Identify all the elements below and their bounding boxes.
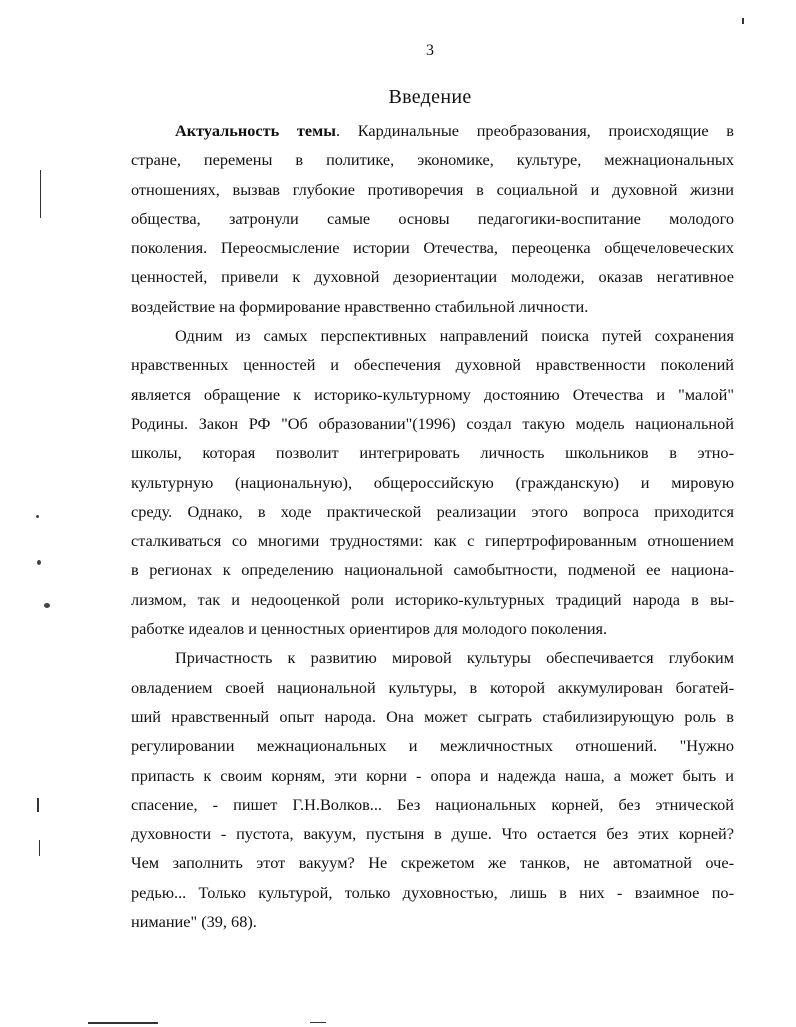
text-line: нравственных ценностей и обеспечения духовной нравственности поколений — [131, 355, 734, 375]
scan-artifact — [37, 798, 39, 812]
paragraph-2 — [131, 321, 734, 643]
text-line: Чем заполнить этот вакуум? Не скрежетом же танков, не автоматной оче- — [131, 853, 734, 873]
text-line: Причастность к развитию мировой культуры обеспечивается глубоким — [175, 648, 734, 668]
scan-artifact — [37, 560, 41, 565]
text-line: Одним из самых перспективных направлений поиска путей сохранения — [175, 326, 734, 346]
text-line: в регионах к определению национальной самобытности, подменой ее национа- — [131, 560, 734, 580]
text-line: общества, затронули самые основы педагогики-воспитание молодого — [131, 208, 734, 228]
text-line: отношениях, вызвав глубокие противоречия в социальной и духовной жизни — [131, 179, 734, 199]
text-line: работке идеалов и ценностных ориентиров для молодого поколения. — [131, 619, 608, 639]
page-number: 3 — [426, 42, 434, 59]
text-line: культурную (национальную), общероссийскую (гражданскую) и мировую — [131, 472, 734, 492]
text-line: среду. Однако, в ходе практической реализации этого вопроса приходится — [131, 501, 734, 521]
text-line: спасение, - пишет Г.Н.Волков... Без национальных корней, без этнической — [131, 794, 734, 814]
text-line: стране, перемены в политике, экономике, культуре, межнациональных — [131, 150, 734, 170]
scan-artifact — [39, 840, 40, 856]
text-line: регулировании межнациональных и межличностных отношений. "Нужно — [131, 736, 734, 756]
scan-artifact — [88, 1022, 158, 1024]
text-line: духовности - пустота, вакуум, пустыня в душе. Что остается без этих корней? — [131, 824, 734, 844]
scan-artifact — [310, 1022, 326, 1023]
text-line — [131, 116, 734, 145]
text-line: сталкиваться со многими трудностями: как с гипертрофированным отношением — [131, 531, 734, 551]
text-line: ший нравственный опыт народа. Она может сыграть стабилизирующую роль в — [131, 706, 734, 726]
scan-artifact — [742, 18, 744, 24]
text-line: Родины. Закон РФ "Об образовании"(1996) создал такую модель национальной — [131, 413, 734, 433]
text-line: лизмом, так и недооценкой роли историко-культурных традиций народа в вы- — [131, 589, 734, 609]
paragraph-3 — [131, 643, 734, 936]
scan-artifact — [44, 603, 50, 608]
text-fragment: . Кардинальные преобразования, происходящие в — [335, 121, 734, 140]
text-line: школы, которая позволит интегрировать личность школьников в этно- — [131, 443, 734, 463]
text-line: нимание" (39, 68). — [131, 912, 257, 932]
text-line: воздействие на формирование нравственно стабильной личности. — [131, 296, 589, 316]
text-line: является обращение к историко-культурному достоянию Отечества и "малой" — [131, 384, 734, 404]
document-body — [131, 116, 734, 936]
scan-artifact — [36, 515, 39, 518]
text-line: припасть к своим корням, эти корни - опора и надежда наша, а может быть и — [131, 765, 734, 785]
scan-artifact — [40, 170, 41, 218]
text-line: редью... Только культурой, только духовностью, лишь в них - взаимное по- — [131, 882, 734, 902]
paragraph-1 — [131, 116, 734, 321]
text-line: поколения. Переосмысление истории Отечества, переоценка общечеловеческих — [131, 238, 734, 258]
page-title: Введение — [388, 86, 472, 108]
lead-term: Актуальность темы — [175, 121, 336, 140]
text-line: ценностей, привели к духовной дезориентации молодежи, оказав негативное — [131, 267, 734, 287]
text-line: овладением своей национальной культуры, в которой аккумулирован богатей- — [131, 677, 734, 697]
